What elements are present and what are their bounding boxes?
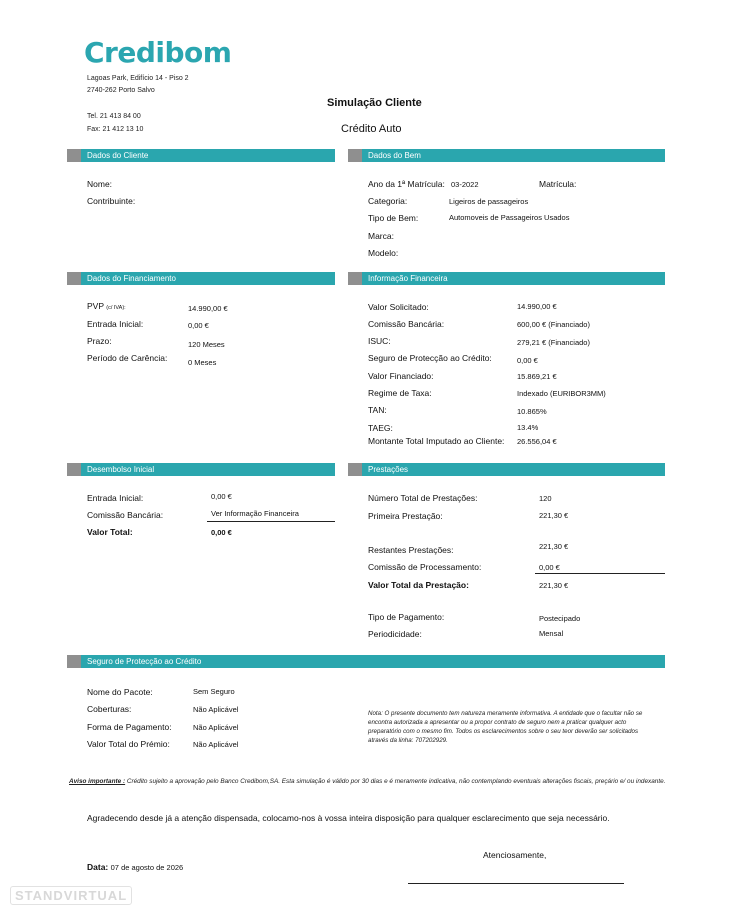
tipo-bem-label: Tipo de Bem: bbox=[368, 213, 419, 223]
credibom-logo: Credibom bbox=[84, 36, 232, 69]
marca-label: Marca: bbox=[368, 231, 394, 241]
nome-pacote-value: Sem Seguro bbox=[193, 687, 235, 696]
tipo-pagamento-value: Postecipado bbox=[539, 614, 581, 623]
section-header-informacao-financeira: Informação Financeira bbox=[348, 272, 665, 285]
seguro-protecao-value: 0,00 € bbox=[517, 356, 538, 365]
prazo-value: 120 Meses bbox=[188, 340, 225, 349]
section-header-dados-cliente: Dados do Cliente bbox=[67, 149, 335, 162]
numero-prestacoes-label: Número Total de Prestações: bbox=[368, 493, 478, 503]
taeg-label: TAEG: bbox=[368, 423, 393, 433]
section-header-dados-bem: Dados do Bem bbox=[348, 149, 665, 162]
taeg-value: 13.4% bbox=[517, 423, 539, 432]
coberturas-label: Coberturas: bbox=[87, 704, 132, 714]
regime-taxa-label: Regime de Taxa: bbox=[368, 388, 432, 398]
valor-total-prestacao-label: Valor Total da Prestação: bbox=[368, 580, 469, 590]
desembolso-comissao-value: Ver Informação Financeira bbox=[211, 509, 299, 518]
primeira-prestacao-label: Primeira Prestação: bbox=[368, 511, 443, 521]
valor-premio-value: Não Aplicável bbox=[193, 740, 239, 749]
pvp-label-suffix: (c/ IVA): bbox=[106, 305, 126, 311]
categoria-value: Ligeiros de passageiros bbox=[449, 197, 529, 206]
comissao-processamento-label: Comissão de Processamento: bbox=[368, 562, 482, 572]
comissao-bancaria-label: Comissão Bancária: bbox=[368, 319, 445, 329]
prestacoes-divider bbox=[535, 573, 665, 574]
aviso-label: Aviso importante : bbox=[69, 778, 126, 785]
numero-prestacoes-value: 120 bbox=[539, 494, 552, 503]
nome-pacote-label: Nome do Pacote: bbox=[87, 687, 153, 697]
comissao-bancaria-value: 600,00 € (Financiado) bbox=[517, 320, 590, 329]
agradecimento: Agradecendo desde já a atenção dispensada, colocamo-nos à vossa inteira disposição para qualquer esclarecimento que seja necessário. bbox=[87, 813, 610, 823]
forma-pagamento-value: Não Aplicável bbox=[193, 723, 239, 732]
section-header-dados-financiamento: Dados do Financiamento bbox=[67, 272, 335, 285]
coberturas-value: Não Aplicável bbox=[193, 705, 239, 714]
valor-total-prestacao-value: 221,30 € bbox=[539, 581, 569, 590]
restantes-prestacoes-value: 221,30 € bbox=[539, 542, 569, 551]
ano-matricula-value: 03-2022 bbox=[451, 180, 479, 189]
address-line-1: Lagoas Park, Edifício 14 - Piso 2 bbox=[87, 75, 189, 82]
desembolso-comissao-label: Comissão Bancária: bbox=[87, 510, 164, 520]
ano-matricula-label: Ano da 1ª Matrícula: bbox=[368, 179, 445, 189]
fax: Fax: 21 412 13 10 bbox=[87, 126, 144, 133]
data-value: 07 de agosto de 2026 bbox=[110, 863, 184, 872]
isuc-label: ISUC: bbox=[368, 336, 391, 346]
desembolso-total-label: Valor Total: bbox=[87, 527, 133, 537]
entrada-inicial-label: Entrada Inicial: bbox=[87, 319, 144, 329]
tan-value: 10.865% bbox=[517, 407, 547, 416]
categoria-label: Categoria: bbox=[368, 196, 408, 206]
valor-financiado-label: Valor Financiado: bbox=[368, 371, 434, 381]
carencia-label: Período de Carência: bbox=[87, 353, 168, 363]
document-title: Simulação Cliente bbox=[327, 97, 422, 109]
section-header-desembolso-inicial: Desembolso Inicial bbox=[67, 463, 335, 476]
primeira-prestacao-value: 221,30 € bbox=[539, 511, 569, 520]
pvp-label-text: PVP bbox=[87, 301, 104, 311]
section-header-prestacoes: Prestações bbox=[348, 463, 665, 476]
pvp-value: 14.990,00 € bbox=[188, 304, 228, 313]
standvirtual-watermark: STANDVIRTUAL bbox=[10, 886, 132, 905]
tan-label: TAN: bbox=[368, 405, 387, 415]
desembolso-divider bbox=[207, 521, 335, 522]
isuc-value: 279,21 € (Financiado) bbox=[517, 338, 590, 347]
nota-informativa: Nota: O presente documento tem natureza meramente informativa. A entidade que o facultar não se encontra autorizada a apresentar ou a propor contrato de seguro nem a praticar qualquer acto preparatório com o mesmo fim. Todos os esclarecimentos sobre o seu teor deverão ser solicitados através da linha: 707202929. bbox=[368, 710, 643, 744]
address-line-2: 2740-262 Porto Salvo bbox=[87, 87, 155, 94]
desembolso-entrada-value: 0,00 € bbox=[211, 492, 232, 501]
data-label: Data: bbox=[87, 862, 109, 872]
entrada-inicial-value: 0,00 € bbox=[188, 321, 209, 330]
data-field bbox=[87, 862, 183, 872]
document-subtitle: Crédito Auto bbox=[341, 123, 402, 135]
matricula-label: Matrícula: bbox=[539, 179, 577, 189]
valor-financiado-value: 15.869,21 € bbox=[517, 372, 557, 381]
prazo-label: Prazo: bbox=[87, 336, 112, 346]
desembolso-total-value: 0,00 € bbox=[211, 528, 232, 537]
aviso-text: Crédito sujeito a aprovação pelo Banco Credibom,SA. Esta simulação é válido por 30 dias e é meramente indicativa, não contemplando eventuais alterações fiscais, preçário e/ ou indexante. bbox=[125, 778, 666, 785]
tipo-pagamento-label: Tipo de Pagamento: bbox=[368, 612, 445, 622]
regime-taxa-value: Indexado (EURIBOR3MM) bbox=[517, 389, 606, 398]
valor-solicitado-value: 14.990,00 € bbox=[517, 302, 557, 311]
aviso-importante bbox=[69, 777, 679, 787]
tipo-bem-value: Automoveis de Passageiros Usados bbox=[449, 213, 570, 222]
periodicidade-label: Periodicidade: bbox=[368, 629, 422, 639]
comissao-processamento-value: 0,00 € bbox=[539, 563, 560, 572]
contribuinte-label: Contribuinte: bbox=[87, 196, 136, 206]
signature-line bbox=[408, 883, 624, 884]
telephone: Tel. 21 413 84 00 bbox=[87, 113, 141, 120]
valor-solicitado-label: Valor Solicitado: bbox=[368, 302, 429, 312]
pvp-label bbox=[87, 301, 126, 311]
atenciosamente: Atenciosamente, bbox=[483, 850, 547, 860]
carencia-value: 0 Meses bbox=[188, 358, 217, 367]
nome-label: Nome: bbox=[87, 179, 113, 189]
montante-total-label: Montante Total Imputado ao Cliente: bbox=[368, 436, 505, 446]
section-header-seguro: Seguro de Protecção ao Crédito bbox=[67, 655, 665, 668]
seguro-protecao-label: Seguro de Protecção ao Crédito: bbox=[368, 353, 492, 363]
desembolso-entrada-label: Entrada Inicial: bbox=[87, 493, 144, 503]
montante-total-value: 26.556,04 € bbox=[517, 437, 557, 446]
restantes-prestacoes-label: Restantes Prestações: bbox=[368, 545, 454, 555]
forma-pagamento-label: Forma de Pagamento: bbox=[87, 722, 172, 732]
valor-premio-label: Valor Total do Prémio: bbox=[87, 739, 170, 749]
modelo-label: Modelo: bbox=[368, 248, 399, 258]
periodicidade-value: Mensal bbox=[539, 629, 564, 638]
